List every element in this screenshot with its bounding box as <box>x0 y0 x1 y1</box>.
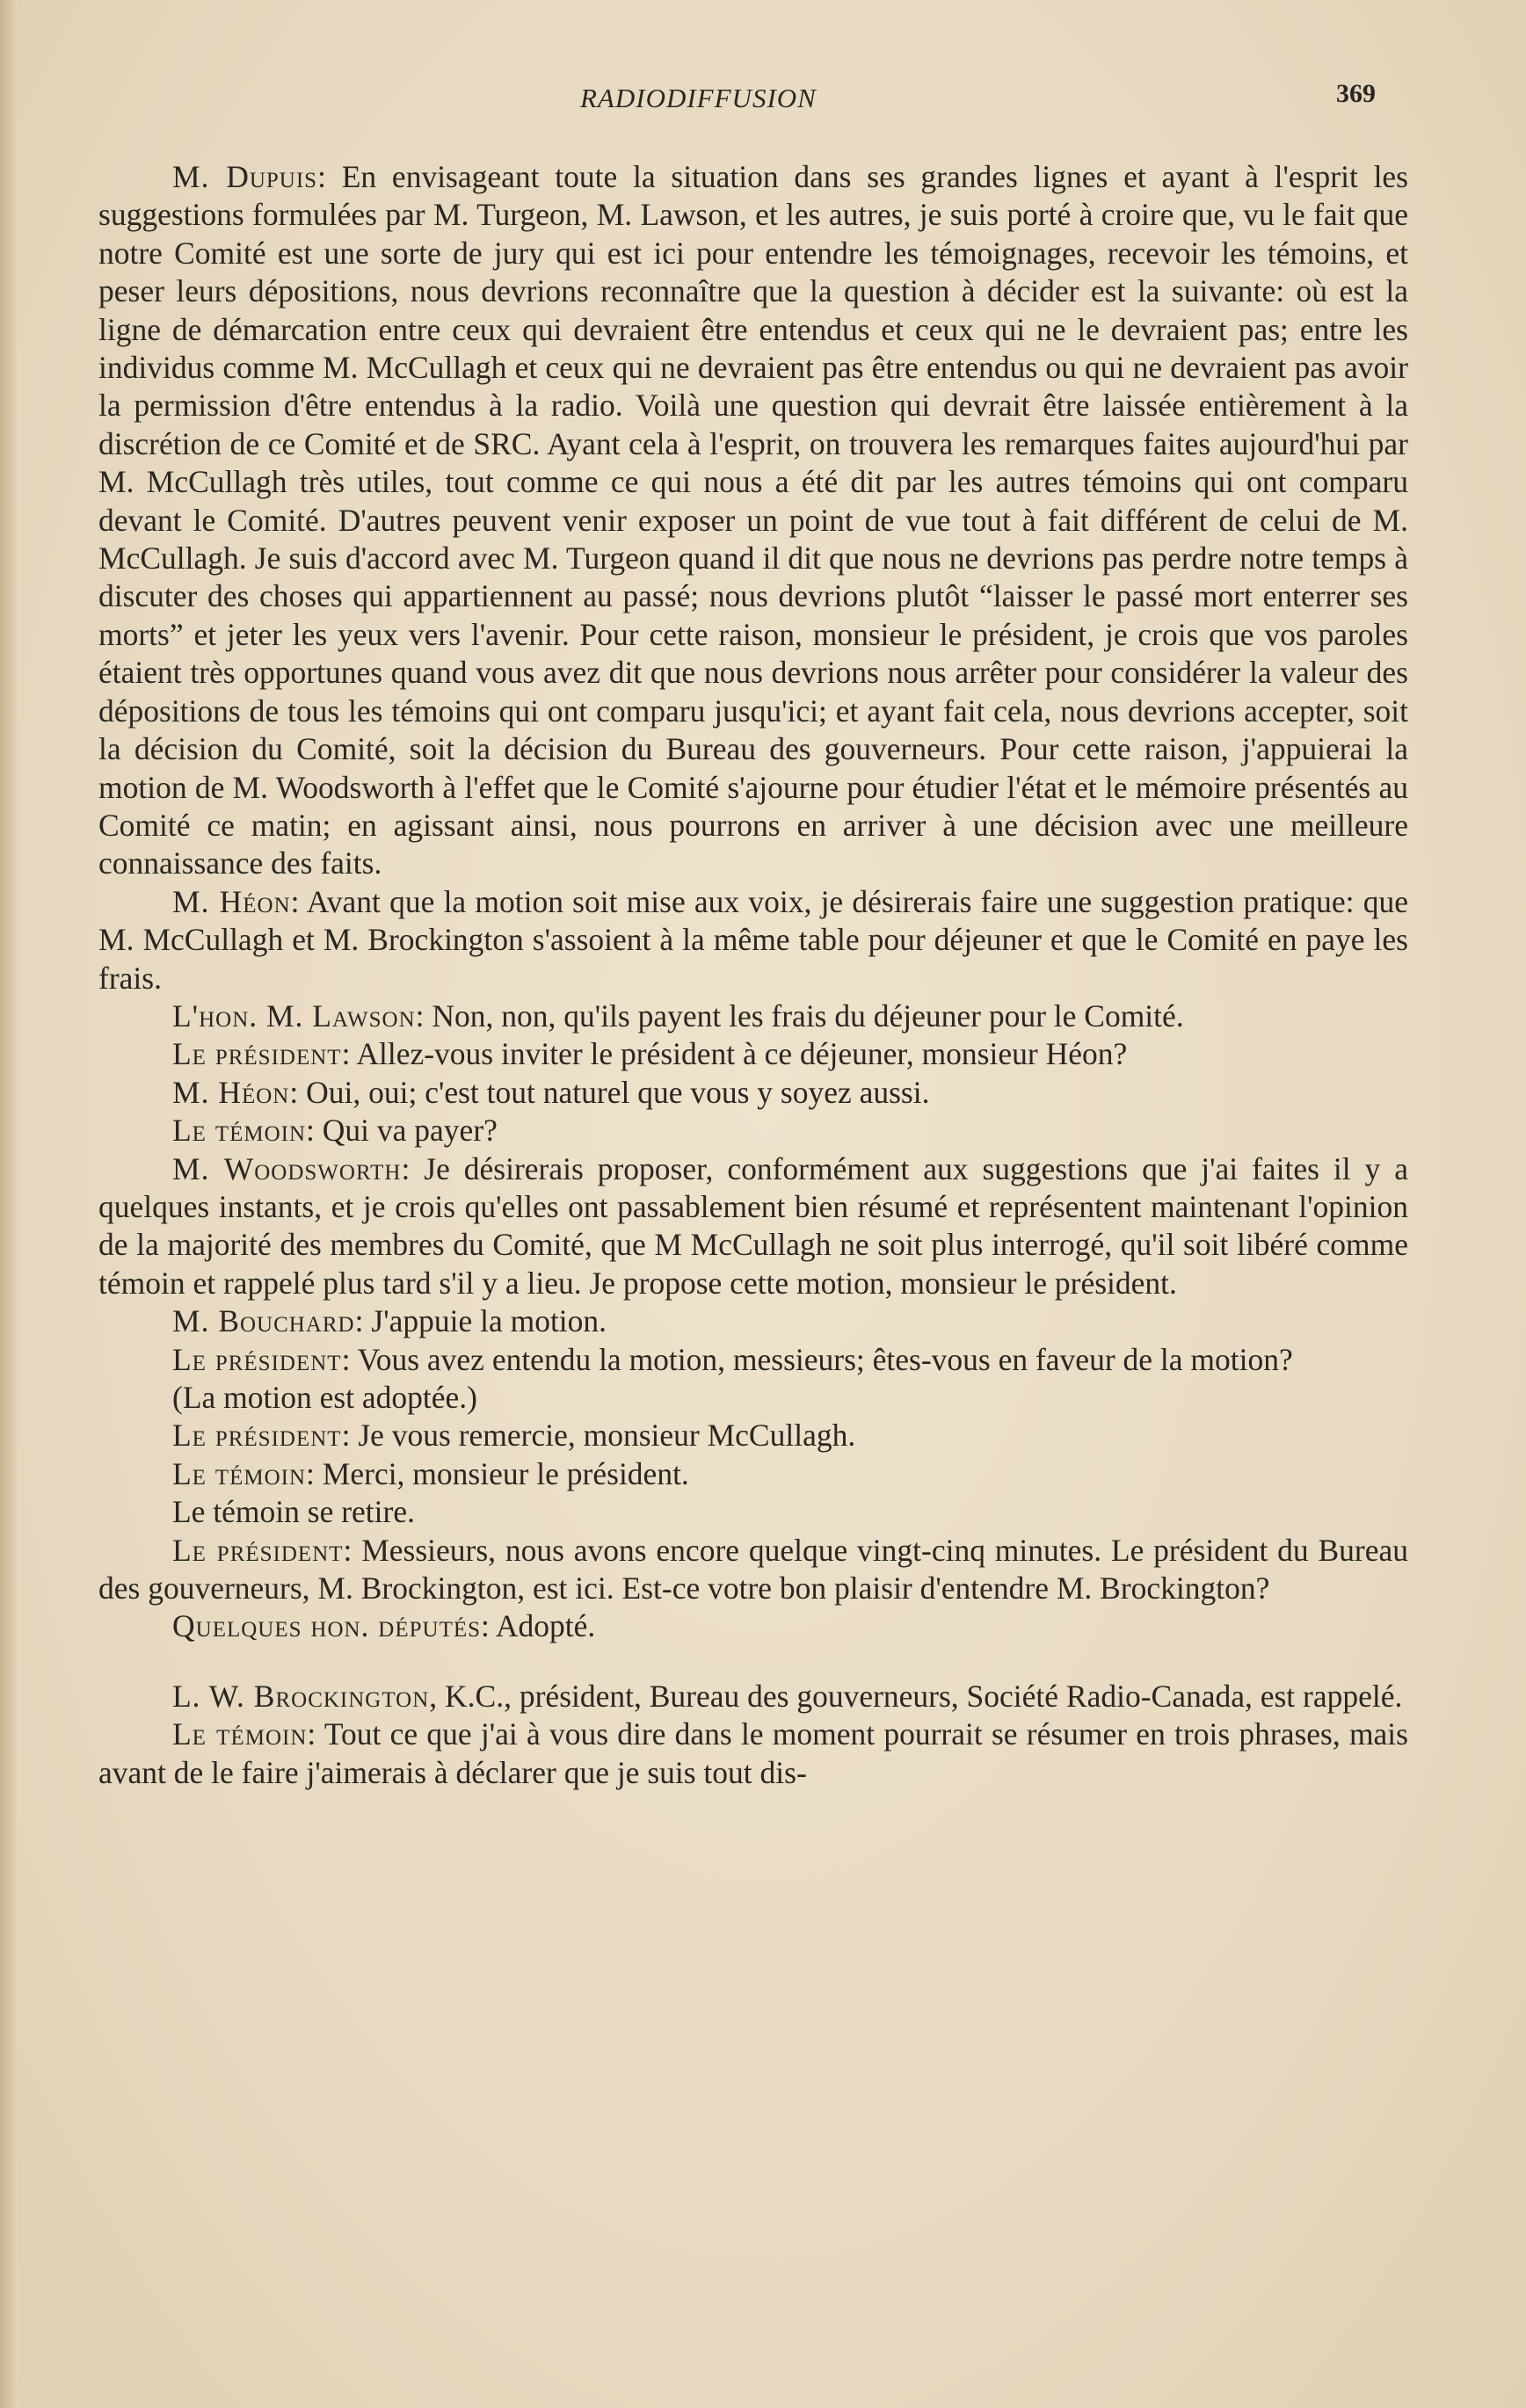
paragraph-text: Non, non, qu'ils payent les frais du déjeuner pour le Comité. <box>432 997 1184 1034</box>
paragraph: M. Bouchard: J'appuie la motion. <box>172 1303 607 1339</box>
speaker-name: Le témoin <box>172 1455 307 1491</box>
page-header <box>0 79 1526 127</box>
paragraph-text: (La motion est adoptée.) <box>172 1380 477 1415</box>
body-text <box>98 158 1408 1792</box>
paragraph-text: Messieurs, nous avons encore quelque vingt-cinq minutes. Le président du Bureau des gouverneurs, M. Brockington, est ici. Est-ce votre bon plaisir d'entendre M. Brockington? <box>98 1532 1408 1607</box>
paragraph: Le président: Vous avez entendu la motion, messieurs; êtes-vous en faveur de la motion? <box>172 1341 1293 1377</box>
paragraph-text: Avant que la motion soit mise aux voix, je désirerais faire une suggestion pratique: que M. McCullagh et M. Brockington s'assoient à la même table pour déjeuner et que le Comité en paye les frais. <box>98 883 1408 996</box>
speaker-name: Le président <box>172 1418 342 1454</box>
paragraph-text: , K.C., président, Bureau des gouverneurs, Société Radio-Canada, est rappelé. <box>429 1678 1403 1714</box>
speaker-name: Le président <box>172 1036 342 1072</box>
page-number: 369 <box>1336 79 1376 108</box>
paragraph-text: Tout ce que j'ai à vous dire dans le moment pourrait se résumer en trois phrases, mais avant de le faire j'aimerais à déclarer que je suis tout dis- <box>98 1716 1408 1790</box>
witness-recalled <box>98 1678 1408 1715</box>
speaker-name: M. Dupuis <box>172 159 318 194</box>
speaker-name: Le témoin <box>172 1113 307 1149</box>
paragraph-text: Qui va payer? <box>322 1113 498 1149</box>
paragraph: Le témoin: Qui va payer? <box>172 1113 498 1149</box>
paragraph: Le témoin: Merci, monsieur le président. <box>172 1455 689 1491</box>
paragraph: Le président: Je vous remercie, monsieur McCullagh. <box>172 1418 856 1454</box>
speaker-name: M. Héon <box>172 1074 290 1110</box>
paragraph-text: Oui, oui; c'est tout naturel que vous y soyez aussi. <box>306 1074 930 1110</box>
procedural-note <box>98 1379 1408 1417</box>
paragraph-text: Allez-vous inviter le président à ce déjeuner, monsieur Héon? <box>356 1036 1128 1072</box>
speaker-name: Quelques hon. députés <box>172 1608 482 1644</box>
paragraph: Quelques hon. députés: Adopté. <box>172 1608 596 1644</box>
paragraph: Le témoin: Tout ce que j'ai à vous dire dans le moment pourrait se résumer en trois phrases, mais avant de le faire j'aimerais à déclarer que je suis tout dis- <box>98 1716 1408 1790</box>
paragraph-text: Merci, monsieur le président. <box>322 1455 689 1491</box>
paragraph: L'hon. M. Lawson: Non, non, qu'ils payent les frais du déjeuner pour le Comité. <box>172 997 1184 1034</box>
paragraph-text: Je vous remercie, monsieur McCullagh. <box>358 1418 856 1454</box>
paragraph: Le président: Allez-vous inviter le président à ce déjeuner, monsieur Héon? <box>172 1036 1128 1072</box>
paragraph-text: En envisageant toute la situation dans ses grandes lignes et ayant à l'esprit les suggestions formulées par M. Turgeon, M. Lawson, et les autres, je suis porté à croire que, vu le fait que notre Comité est une sorte de jury qui est ici pour entendre les témoignages, recevoir les témoins, et peser leurs dépositions, nous devrions reconnaître que la question à décider est la suivante: où est la ligne de démarcation entre ceux qui devraient être entendus et ceux qui ne le devraient pas; entre les individus comme M. McCullagh et ceux qui ne devraient pas être entendus ou qui ne devraient pas avoir la permission d'être entendus à la radio. Voilà une question qui devrait être laissée entièrement à la discrétion de ce Comité et de SRC. Ayant cela à l'esprit, on trouvera les remarques faites aujourd'hui par M. McCullagh très utiles, tout comme ce qui nous a été dit par les autres témoins qui ont comparu devant le Comité. D'autres peuvent venir exposer un point de vue tout à fait différent de celui de M. McCullagh. Je suis d'accord avec M. Turgeon quand il dit que nous ne devrions pas perdre notre temps à discuter des choses qui appartiennent au passé; nous devrions plutôt “laisser le passé mort enterrer ses morts” et jeter les yeux vers l'avenir. Pour cette raison, monsieur le président, je crois que vos paroles étaient très opportunes quand vous avez dit que nous devrions nous arrêter pour considérer la valeur des dépositions de tous les témoins qui ont comparu jusqu'ici; et ayant fait cela, nous devrions accepter, soit la décision du Comité, soit la décision du Bureau des gouverneurs. Pour cette raison, j'appuierai la motion de M. Woodsworth à l'effet que le Comité s'ajourne pour étudier l'état et le mémoire présentés au Comité ce matin; en agissant ainsi, nous pourrons en arriver à une décision avec une meilleure connaissance des faits. <box>98 159 1408 881</box>
speaker-name: M. Bouchard <box>172 1303 355 1339</box>
speaker-name: M. Woodsworth <box>172 1150 402 1186</box>
paragraph-text: Le témoin se retire. <box>172 1494 415 1530</box>
speaker-name: Le témoin <box>172 1716 308 1752</box>
witness-name: L. W. Brockington <box>172 1678 430 1714</box>
paragraph: M. Héon: Oui, oui; c'est tout naturel que vous y soyez aussi. <box>172 1074 930 1110</box>
paragraph-text: Adopté. <box>495 1608 596 1644</box>
speaker-name: Le président <box>172 1341 342 1377</box>
paragraph-text: Vous avez entendu la motion, messieurs; êtes-vous en faveur de la motion? <box>357 1341 1293 1377</box>
paragraph: M. Dupuis: En envisageant toute la situation dans ses grandes lignes et ayant à l'esprit les suggestions formulées par M. Turgeon, M. Lawson, et les autres, je suis porté à croire que, vu le fait que notre Comité est une sorte de jury qui est ici pour entendre les témoignages, recevoir les témoins, et peser leurs dépositions, nous devrions reconnaître que la question à décider est la suivante: où est la ligne de démarcation entre ceux qui devraient être entendus et ceux qui ne le devraient pas; entre les individus comme M. McCullagh et ceux qui ne devraient pas être entendus ou qui ne devraient pas avoir la permission d'être entendus à la radio. Voilà une question qui devrait être laissée entièrement à la discrétion de ce Comité et de SRC. Ayant cela à l'esprit, on trouvera les remarques faites aujourd'hui par M. McCullagh très utiles, tout comme ce qui nous a été dit par les autres témoins qui ont comparu devant le Comité. D'autres peuvent venir exposer un point de vue tout à fait différent de celui de M. McCullagh. Je suis d'accord avec M. Turgeon quand il dit que nous ne devrions pas perdre notre temps à discuter des choses qui appartiennent au passé; nous devrions plutôt “laisser le passé mort enterrer ses morts” et jeter les yeux vers l'avenir. Pour cette raison, monsieur le président, je crois que vos paroles étaient très opportunes quand vous avez dit que nous devrions nous arrêter pour considérer la valeur des dépositions de tous les témoins qui ont comparu jusqu'ici; et ayant fait cela, nous devrions accepter, soit la décision du Comité, soit la décision du Bureau des gouverneurs. Pour cette raison, j'appuierai la motion de M. Woodsworth à l'effet que le Comité s'ajourne pour étudier l'état et le mémoire présentés au Comité ce matin; en agissant ainsi, nous pourrons en arriver à une décision avec une meilleure connaissance des faits. <box>98 159 1408 881</box>
speaker-name: Le président <box>172 1532 344 1568</box>
procedural-note <box>98 1493 1408 1531</box>
running-head: RADIODIFFUSION <box>580 83 817 113</box>
speaker-name: L'hon. M. Lawson <box>172 997 416 1034</box>
speaker-name: M. Héon <box>172 883 291 919</box>
paragraph: M. Woodsworth: Je désirerais proposer, conformément aux suggestions que j'ai faites il y a quelques instants, et je crois qu'elles ont passablement bien résumé et représentent maintenant l'opinion de la majorité des membres du Comité, que M McCullagh ne soit plus interrogé, qu'il soit libéré comme témoin et rappelé plus tard s'il y a lieu. Je propose cette motion, monsieur le président. <box>98 1150 1408 1301</box>
paragraph-text: J'appuie la motion. <box>371 1303 607 1339</box>
paragraph: Le président: Messieurs, nous avons encore quelque vingt-cinq minutes. Le président du Bureau des gouverneurs, M. Brockington, est ici. Est-ce votre bon plaisir d'entendre M. Brockington? <box>98 1532 1408 1607</box>
paragraph: M. Héon: Avant que la motion soit mise aux voix, je désirerais faire une suggestion pratique: que M. McCullagh et M. Brockington s'assoient à la même table pour déjeuner et que le Comité en paye les frais. <box>98 883 1408 996</box>
paragraph-text: Je désirerais proposer, conformément aux suggestions que j'ai faites il y a quelques instants, et je crois qu'elles ont passablement bien résumé et représentent maintenant l'opinion de la majorité des membres du Comité, que M McCullagh ne soit plus interrogé, qu'il soit libéré comme témoin et rappelé plus tard s'il y a lieu. Je propose cette motion, monsieur le président. <box>98 1150 1408 1301</box>
page-edge <box>0 0 18 2408</box>
